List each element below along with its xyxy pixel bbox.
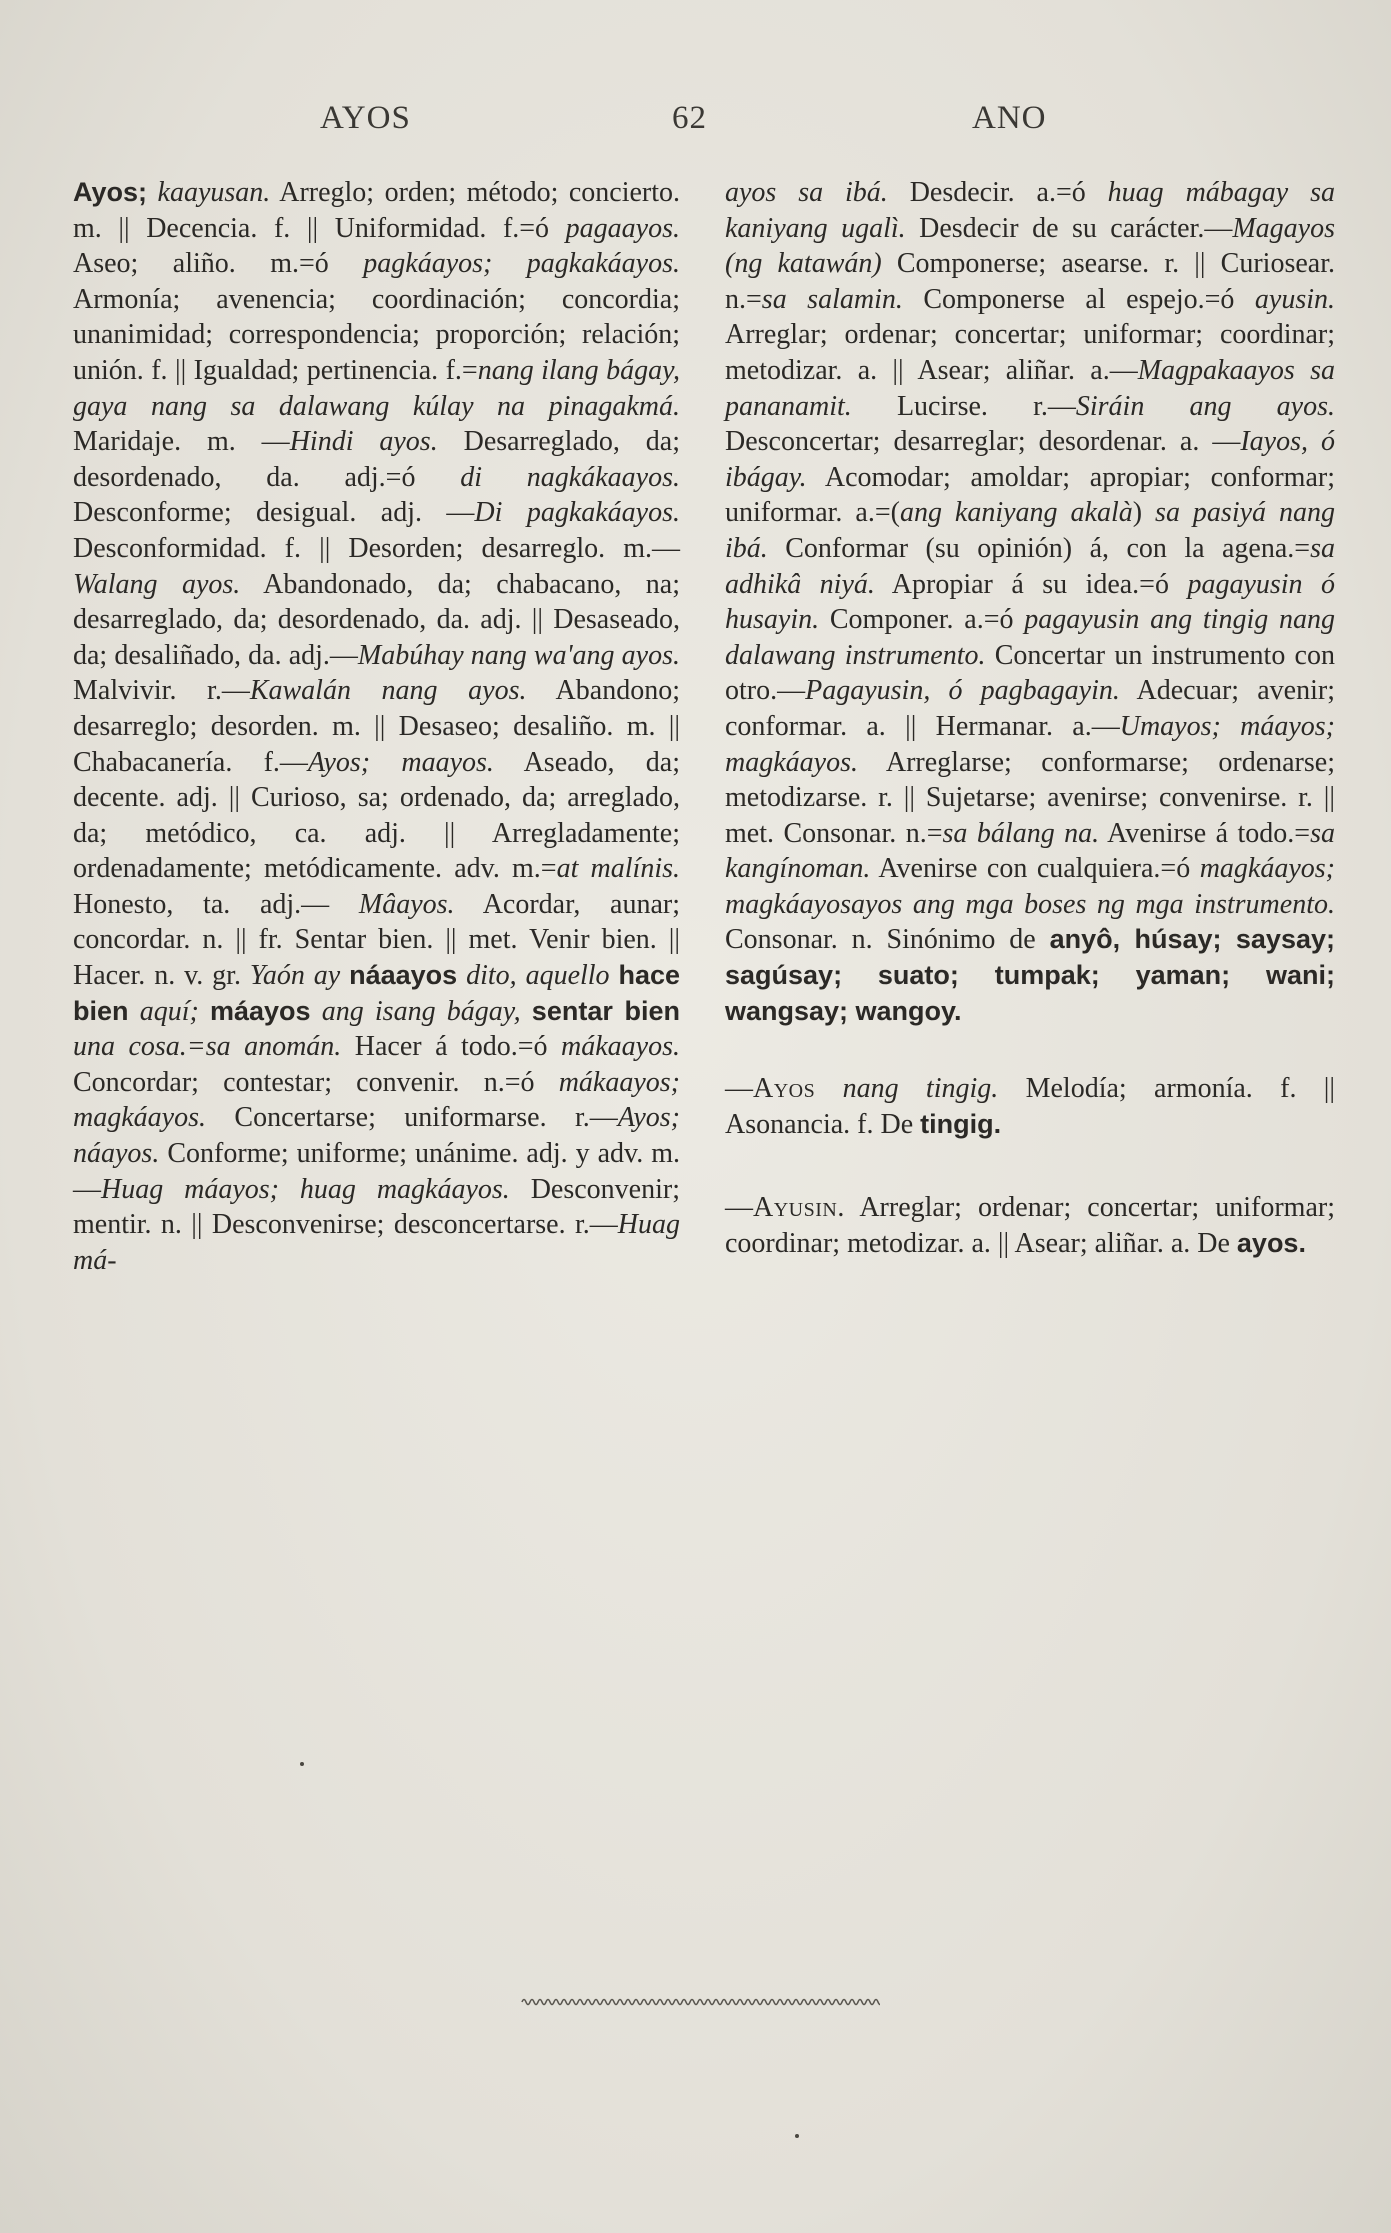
definition-text: Desdecir. a.=ó: [887, 177, 1108, 208]
tagalog-phrase: Hindi ayos.: [289, 426, 438, 458]
definition-text: Arreglarse; conformarse; ordenarse; metodizarse. r. || Sujetarse; avenirse; convenirse. r. || met. Consonar. n.=: [725, 746, 1335, 849]
tagalog-phrase: pagayusin ó husayin.: [725, 568, 1335, 636]
definition-text: Desconformidad. f. || Desorden; desarreglo. m.—: [73, 532, 680, 564]
definition-text: [129, 996, 140, 1027]
ink-speck: [300, 1762, 304, 1766]
definition-text: Honesto, ta. adj.—: [73, 888, 359, 920]
tagalog-phrase: Walang ayos.: [73, 568, 241, 600]
definition-text: Componer. a.=ó: [819, 604, 1025, 636]
tagalog-phrase: nang ilang bágay, gaya nang sa dalawang kúlay na pinagakmá.: [73, 354, 680, 422]
definition-text: —: [725, 1192, 753, 1224]
tagalog-phrase: aquí;: [139, 995, 199, 1027]
tagalog-phrase: pagaayos.: [565, 212, 680, 244]
dictionary-entry: [725, 175, 1335, 1029]
definition-text: Conforme; uniforme; unánime. adj. y adv. m. —: [73, 1138, 680, 1205]
definition-text: Avenirse á todo.=: [1099, 817, 1311, 849]
tagalog-phrase: Di pagkakáayos.: [474, 497, 680, 529]
definition-text: [311, 996, 322, 1027]
definition-text: Desconforme; desigual. adj. —: [73, 497, 475, 529]
sub-headword: Ayusin.: [753, 1192, 845, 1224]
tagalog-phrase: sa salamin.: [761, 283, 903, 315]
tagalog-phrase: dito, aquello: [466, 960, 610, 992]
tagalog-phrase: ayusin.: [1254, 283, 1336, 315]
definition-text: [457, 960, 466, 991]
running-head-right: ANO: [972, 100, 1047, 136]
tagalog-phrase: Pagayusin, ó pagbagayin.: [805, 675, 1120, 707]
headword: ayos.: [1236, 1228, 1306, 1259]
tagalog-phrase: sa pasiyá nang ibá.: [725, 497, 1335, 564]
definition-text: Melodía; armonía. f. || Asonancia. f. De: [725, 1073, 1335, 1140]
tagalog-phrase: Magayos (ng katawán): [725, 212, 1335, 280]
tagalog-phrase: Mabúhay nang wa'ang ayos.: [357, 639, 680, 671]
definition-text: Abandono; desarreglo; desorden. m. || Desaseo; desaliño. m. || Chabacanería. f.—: [73, 675, 680, 778]
headword: Ayos;: [73, 177, 148, 207]
tagalog-phrase: Huag má-: [73, 1209, 680, 1276]
left-column: [73, 175, 680, 1278]
tagalog-phrase: Iayos, ó ibágay.: [725, 426, 1335, 493]
tagalog-phrase: sa adhikâ niyá.: [725, 532, 1335, 600]
headword: máayos: [209, 995, 311, 1026]
definition-text: Desdecir de su carácter.—: [905, 212, 1233, 244]
tagalog-phrase: una cosa.=sa anomán.: [73, 1031, 342, 1063]
definition-text: Componerse; asearse. r. || Curiosear. n.=: [725, 248, 1335, 315]
definition-text: Adecuar; avenir; conformar. a. || Hermanar. a.—: [725, 675, 1335, 742]
definition-text: Aseo; aliño. m.=ó: [73, 248, 364, 280]
tagalog-phrase: Ayos; maayos.: [307, 746, 494, 778]
definition-text: Malvivir. r.—: [73, 675, 250, 707]
tagalog-phrase: sa kangínoman.: [725, 817, 1335, 885]
definition-text: [340, 960, 349, 991]
definition-text: Concertarse; uniformarse. r.—: [205, 1102, 618, 1134]
dictionary-entry: [725, 1071, 1335, 1142]
right-column: [725, 175, 1335, 1262]
definition-text: Maridaje. m. —: [73, 426, 290, 458]
wavy-rule-ornament: [520, 1992, 880, 2012]
headword: hace bien: [73, 960, 681, 1026]
running-head-left: AYOS: [320, 100, 411, 136]
tagalog-phrase: Mâayos.: [358, 888, 455, 920]
dictionary-entry: [725, 1190, 1335, 1261]
tagalog-phrase: Siráin ang ayos.: [1075, 390, 1335, 422]
tagalog-phrase: pagkáayos; pagkakáayos.: [363, 248, 680, 280]
headword: anyô, húsay; saysay; sagúsay; suato; tumpak; yaman; wani; wangsay; wangoy.: [725, 924, 1335, 1026]
definition-text: [199, 996, 210, 1027]
definition-text: Desconvenir; mentir. n. || Desconvenirse; desconcertarse. r.—: [73, 1173, 680, 1241]
tagalog-phrase: Ayos; náayos.: [73, 1102, 680, 1170]
tagalog-phrase: Magpakaayos sa pananamit.: [725, 354, 1335, 422]
definition-text: Concertar un instrumento con otro.—: [725, 639, 1335, 707]
definition-text: Hacer á todo.=ó: [341, 1031, 562, 1063]
definition-text: Desconcertar; desarreglar; desordenar. a. —: [725, 426, 1241, 458]
headword: tingig.: [920, 1108, 1002, 1139]
sub-headword: Ayos: [753, 1073, 816, 1105]
definition-text: Desarreglado, da; desordenado, da. adj.=ó: [73, 426, 681, 493]
definition-text: [521, 996, 532, 1027]
definition-text: Componerse al espejo.=ó: [902, 283, 1255, 315]
tagalog-phrase: ayos sa ibá.: [725, 177, 888, 208]
tagalog-phrase: mákaayos; magkáayos.: [73, 1066, 680, 1134]
tagalog-phrase: kaayusan.: [157, 177, 271, 208]
tagalog-phrase: di nagkákaayos.: [460, 461, 680, 493]
definition-text: [815, 1073, 842, 1104]
tagalog-phrase: Yaón ay: [249, 960, 341, 992]
definition-text: Arreglar; ordenar; concertar; uniformar; coordinar; metodizar. a. || Asear; aliñar. a.—: [725, 319, 1335, 386]
tagalog-phrase: magkáayos; magkáayosayos ang mga boses ng mga instrumento.: [725, 853, 1335, 920]
definition-text: Consonar. n. Sinónimo de: [725, 924, 1050, 956]
headword: sentar bien: [531, 995, 681, 1026]
definition-text: ): [1132, 497, 1156, 529]
ink-speck: [795, 2134, 799, 2138]
tagalog-phrase: pagayusin ang tingig nang dalawang instrumento.: [725, 604, 1335, 671]
definition-text: Avenirse con cualquiera.=ó: [870, 853, 1200, 885]
definition-text: Apropiar á su idea.=ó: [874, 568, 1188, 600]
definition-text: [147, 177, 158, 208]
definition-text: Conformar (su opinión) á, con la agena.=: [767, 532, 1311, 564]
page-number: 62: [672, 100, 707, 136]
tagalog-phrase: huag mábagay sa kaniyang ugalì.: [725, 177, 1336, 244]
definition-text: —: [725, 1073, 753, 1105]
definition-text: Concordar; contestar; convenir. n.=ó: [73, 1066, 559, 1098]
definition-text: Armonía; avenencia; coordinación; concordia; unanimidad; correspondencia; proporción; relación; unión. f. || Igualdad; pertinencia. f.=: [73, 283, 680, 386]
tagalog-phrase: at malínis.: [556, 853, 680, 885]
tagalog-phrase: ang isang bágay,: [321, 995, 521, 1027]
definition-text: Arreglo; orden; método; concierto. m. || Decencia. f. || Uniformidad. f.=ó: [73, 177, 681, 244]
tagalog-phrase: Huag máayos; huag magkáayos.: [101, 1173, 510, 1205]
running-head: [0, 100, 1391, 150]
definition-text: Acordar, aunar; concordar. n. || fr. Sentar bien. || met. Venir bien. || Hacer. n. v. gr.: [73, 888, 680, 992]
definition-text: Lucirse. r.—: [851, 390, 1076, 422]
dictionary-entry: [73, 175, 680, 1278]
tagalog-phrase: ang kaniyang akalà: [899, 497, 1133, 529]
definition-text: Acomodar; amoldar; apropiar; conformar; uniformar. a.=(: [725, 461, 1335, 529]
definition-text: Arreglar; ordenar; concertar; uniformar; coordinar; metodizar. a. || Asear; aliñar. a. De: [725, 1192, 1335, 1260]
tagalog-phrase: Umayos; máayos; magkáayos.: [725, 710, 1335, 778]
tagalog-phrase: Kawalán nang ayos.: [249, 675, 527, 707]
tagalog-phrase: mákaayos.: [561, 1031, 681, 1063]
tagalog-phrase: sa bálang na.: [942, 817, 1100, 849]
headword: náaayos: [349, 960, 458, 991]
definition-text: Aseado, da; decente. adj. || Curioso, sa; ordenado, da; arreglado, da; metódico, ca. adj. || Arregladamente; ordenadamente; metódicamente. adv. m.=: [73, 746, 680, 885]
definition-text: Abandonado, da; chabacano, na; desarreglado, da; desordenado, da. adj. || Desaseado, da; desaliñado, da. adj.—: [73, 568, 681, 671]
tagalog-phrase: nang tingig.: [842, 1073, 999, 1105]
